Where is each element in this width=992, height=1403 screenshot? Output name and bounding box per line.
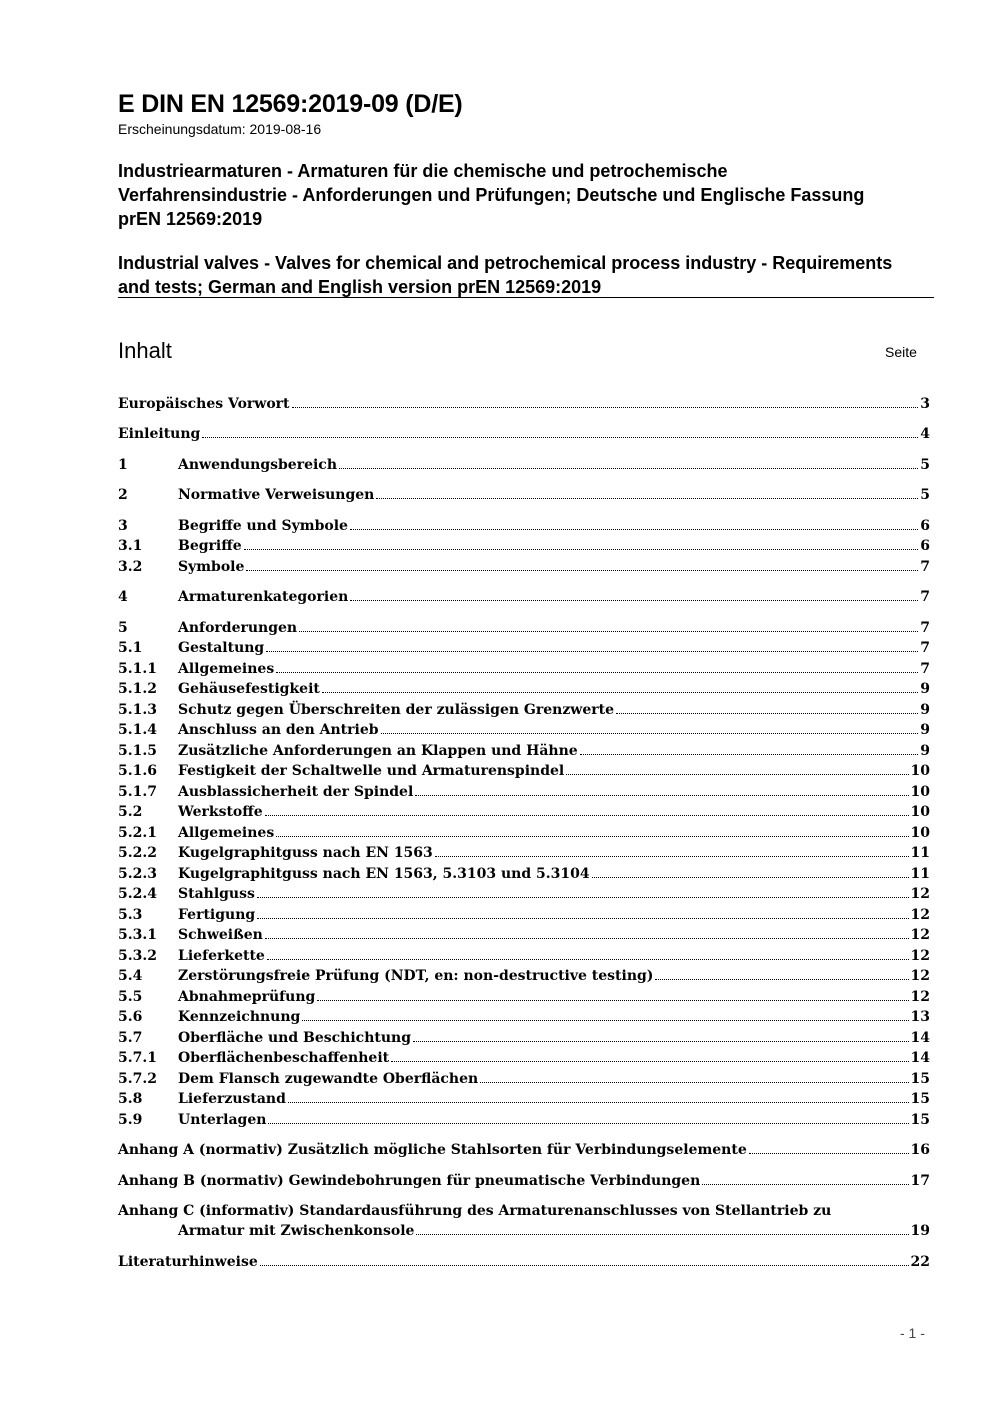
toc-entry-number: 5.9 — [118, 1112, 143, 1128]
toc-entry-title: Kugelgraphitguss nach EN 1563, 5.3103 und 5.3104 — [178, 866, 590, 882]
toc-dot-leader — [244, 536, 919, 550]
toc-entry-page: 17 — [910, 1173, 930, 1189]
toc-entry[interactable] — [118, 587, 930, 607]
toc-entry-number: 5.3 — [118, 907, 143, 923]
toc-entry-page: 12 — [910, 968, 930, 984]
toc-entry-number: 5 — [118, 620, 128, 636]
toc-entry-page: 3 — [920, 396, 930, 412]
toc-entry-number: 3.2 — [118, 559, 143, 575]
toc-entry[interactable] — [118, 557, 930, 577]
toc-dot-leader — [257, 884, 909, 898]
toc-dot-leader — [376, 485, 918, 499]
toc-dot-leader — [616, 700, 918, 714]
toc-entry-page: 10 — [910, 784, 930, 800]
toc-entry-number: 5.1.5 — [118, 743, 157, 759]
toc-entry-number: 5.2.2 — [118, 845, 157, 861]
toc-entry[interactable] — [118, 782, 930, 802]
toc-dot-leader — [350, 587, 918, 601]
toc-entry-title: Lieferzustand — [178, 1091, 286, 1107]
toc-entry[interactable] — [118, 700, 930, 720]
toc-entry-number: 5.1.1 — [118, 661, 157, 677]
toc-entry[interactable] — [118, 925, 930, 945]
toc-entry-page: 7 — [920, 640, 930, 656]
toc-dot-leader — [276, 823, 908, 837]
toc-entry-page: 12 — [910, 927, 930, 943]
toc-entry-page: 6 — [920, 538, 930, 554]
toc-dot-leader — [288, 1089, 909, 1103]
toc-entry-number: 5.7.2 — [118, 1071, 157, 1087]
toc-dot-leader — [257, 905, 908, 919]
toc-entry[interactable] — [118, 823, 930, 843]
toc-dot-leader — [702, 1171, 908, 1185]
toc-dot-leader — [246, 557, 918, 571]
toc-entry-title: Allgemeines — [178, 661, 275, 677]
toc-entry[interactable] — [118, 1007, 930, 1027]
toc-entry-page: 10 — [910, 825, 930, 841]
toc-dot-leader — [480, 1069, 908, 1083]
toc-entry-page: 15 — [910, 1112, 930, 1128]
toc-entry-title: Kennzeichnung — [178, 1009, 301, 1025]
toc-entry-page: 12 — [910, 907, 930, 923]
toc-entry-number: 5.1.4 — [118, 722, 157, 738]
toc-entry-title: Abnahmeprüfung — [178, 989, 316, 1005]
toc-entry-title: Stahlguss — [178, 886, 255, 902]
toc-entry-number: 5.1.6 — [118, 763, 157, 779]
toc-entry[interactable] — [118, 638, 930, 658]
toc-entry[interactable] — [118, 987, 930, 1007]
toc-entry[interactable] — [118, 741, 930, 761]
toc-entry-number: 5.1.3 — [118, 702, 157, 718]
toc-entry-page: 13 — [910, 1009, 930, 1025]
toc-entry-title: Armatur mit Zwischenkonsole — [178, 1223, 415, 1239]
toc-entry-title: Gehäusefestigkeit — [178, 681, 320, 697]
toc-dot-leader — [276, 659, 918, 673]
toc-dot-leader — [580, 741, 919, 755]
toc-entry-page: 9 — [920, 702, 930, 718]
toc-entry-page: 7 — [920, 661, 930, 677]
toc-entry-page: 7 — [920, 589, 930, 605]
toc-entry-page: 10 — [910, 763, 930, 779]
toc-entry-title: Kugelgraphitguss nach EN 1563 — [178, 845, 433, 861]
toc-entry-title: Einleitung — [118, 426, 201, 442]
toc-entry-number: 5.2.1 — [118, 825, 157, 841]
toc-entry-page: 9 — [920, 722, 930, 738]
toc-entry-page: 5 — [920, 457, 930, 473]
toc-entry-title: Oberflächenbeschaffenheit — [178, 1050, 390, 1066]
toc-entry[interactable] — [118, 843, 930, 863]
toc-entry-page: 15 — [910, 1071, 930, 1087]
toc-entry-page: 7 — [920, 559, 930, 575]
toc-dot-leader — [339, 455, 918, 469]
toc-entry[interactable] — [118, 1048, 930, 1068]
toc-entry-page: 16 — [910, 1142, 930, 1158]
toc-dot-leader — [266, 638, 918, 652]
toc-dot-leader — [265, 925, 909, 939]
toc-entry-title: Dem Flansch zugewandte Oberflächen — [178, 1071, 479, 1087]
toc-entry[interactable] — [118, 659, 930, 679]
toc-dot-leader — [317, 987, 908, 1001]
toc-entry-number: 5.1.7 — [118, 784, 157, 800]
toc-entry-title: Fertigung — [178, 907, 256, 923]
toc-entry-number: 5.5 — [118, 989, 143, 1005]
toc-entry-number: 5.1 — [118, 640, 143, 656]
toc-entry-title: Anhang A (normativ) Zusätzlich mögliche Stahlsorten für Verbindungselemente — [118, 1142, 747, 1158]
toc-entry[interactable] — [118, 536, 930, 556]
toc-entry-number: 5.7.1 — [118, 1050, 157, 1066]
toc-entry-title: Unterlagen — [178, 1112, 267, 1128]
toc-dot-leader — [292, 394, 919, 408]
toc-entry-first-line: Anhang C (informativ) Standardausführung des Armaturenanschlusses von Stellantrieb zu — [118, 1203, 832, 1219]
toc-entry-number: 5.2.3 — [118, 866, 157, 882]
toc-entry[interactable] — [118, 485, 930, 505]
toc-entry-number: 5.3.2 — [118, 948, 157, 964]
toc-dot-leader — [566, 761, 908, 775]
toc-entry-title: Festigkeit der Schaltwelle und Armaturenspindel — [178, 763, 565, 779]
toc-entry[interactable] — [118, 1221, 930, 1241]
toc-entry-page: 7 — [920, 620, 930, 636]
toc-entry-title: Ausblassicherheit der Spindel — [178, 784, 414, 800]
toc-entry-title: Armaturenkategorien — [178, 589, 349, 605]
toc-entry-title: Begriffe und Symbole — [178, 518, 348, 534]
toc-dot-leader — [416, 1221, 908, 1235]
toc-entry-number: 5.4 — [118, 968, 143, 984]
toc-entry-number: 5.2 — [118, 804, 143, 820]
toc-entry-page: 11 — [910, 866, 930, 882]
toc-entry[interactable] — [118, 394, 930, 414]
toc-entry-page: 14 — [910, 1030, 930, 1046]
page-number: - 1 - — [900, 1325, 925, 1341]
toc-entry-number: 3.1 — [118, 538, 143, 554]
toc-entry-title: Normative Verweisungen — [178, 487, 375, 503]
toc-entry[interactable] — [118, 1252, 930, 1272]
toc-heading: Inhalt — [118, 338, 172, 363]
toc-entry-title: Zusätzliche Anforderungen an Klappen und Hähne — [178, 743, 578, 759]
toc-entry-number: 5.2.4 — [118, 886, 157, 902]
toc-entry[interactable] — [118, 679, 930, 699]
toc-entry-title: Allgemeines — [178, 825, 275, 841]
toc-entry-page: 19 — [910, 1223, 930, 1239]
title-divider — [118, 297, 934, 298]
toc-entry-number: 5.7 — [118, 1030, 143, 1046]
toc-entry[interactable] — [118, 1089, 930, 1109]
toc-dot-leader — [415, 782, 908, 796]
toc-entry[interactable] — [118, 946, 930, 966]
toc-entry[interactable] — [118, 864, 930, 884]
toc-dot-leader — [202, 424, 918, 438]
toc-entry-title: Anschluss an den Antrieb — [178, 722, 379, 738]
toc-entry-title: Begriffe — [178, 538, 242, 554]
toc-entry-number: 1 — [118, 457, 128, 473]
toc-entry-title: Anforderungen — [178, 620, 298, 636]
toc-dot-leader — [322, 679, 918, 693]
toc-dot-leader — [655, 966, 908, 980]
toc-entry[interactable] — [118, 516, 930, 536]
toc-entry-page: 6 — [920, 518, 930, 534]
toc-entry[interactable] — [118, 720, 930, 740]
toc-entry-page: 4 — [920, 426, 930, 442]
toc-dot-leader — [749, 1140, 909, 1154]
toc-dot-leader — [350, 516, 918, 530]
document-id: E DIN EN 12569:2019-09 (D/E) — [118, 90, 463, 118]
toc-entry-page: 5 — [920, 487, 930, 503]
toc-dot-leader — [391, 1048, 908, 1062]
toc-entry-page: 9 — [920, 743, 930, 759]
toc-entry-title: Lieferkette — [178, 948, 265, 964]
toc-entry-number: 5.1.2 — [118, 681, 157, 697]
toc-dot-leader — [413, 1028, 909, 1042]
toc-entry-page: 14 — [910, 1050, 930, 1066]
toc-entry[interactable] — [118, 1069, 930, 1089]
toc-entry-page: 9 — [920, 681, 930, 697]
toc-entry[interactable] — [118, 1028, 930, 1048]
toc-entry[interactable] — [118, 905, 930, 925]
toc-entry-title: Oberfläche und Beschichtung — [178, 1030, 411, 1046]
toc-entry-page: 12 — [910, 989, 930, 1005]
toc-entry[interactable] — [118, 424, 930, 444]
toc-page-label: Seite — [885, 344, 917, 360]
toc-entry-page: 22 — [910, 1254, 930, 1270]
toc-entry[interactable] — [118, 761, 930, 781]
toc-dot-leader — [435, 843, 909, 857]
toc-entry-title: Anwendungsbereich — [178, 457, 337, 473]
toc-entry-number: 4 — [118, 589, 128, 605]
toc-entry[interactable] — [118, 966, 930, 986]
toc-entry-number: 2 — [118, 487, 128, 503]
toc-entry-number: 5.6 — [118, 1009, 143, 1025]
toc-entry-number: 5.8 — [118, 1091, 143, 1107]
toc-dot-leader — [260, 1252, 909, 1266]
title-german: Industriearmaturen - Armaturen für die chemische und petrochemische Verfahrensindustrie - Anforderungen und Prüfungen; Deutsche und Englische Fassung prEN 12569:2019 — [118, 161, 865, 229]
title-english: Industrial valves - Valves for chemical and petrochemical process industry - Requirements and tests; German and English version prEN 12569:2019 — [118, 253, 893, 297]
toc-entry[interactable] — [118, 1171, 930, 1191]
toc-entry-title: Anhang B (normativ) Gewindebohrungen für pneumatische Verbindungen — [118, 1173, 701, 1189]
toc-dot-leader — [299, 618, 918, 632]
toc-entry-title: Europäisches Vorwort — [118, 396, 290, 412]
toc-entry-title: Zerstörungsfreie Prüfung (NDT, en: non-destructive testing) — [178, 968, 654, 984]
toc-entry-number: 3 — [118, 518, 128, 534]
toc-entry-page: 10 — [910, 804, 930, 820]
toc-entry[interactable] — [118, 1110, 930, 1130]
toc-entry[interactable] — [118, 802, 930, 822]
toc-entry[interactable] — [118, 1140, 930, 1160]
toc-dot-leader — [268, 1110, 908, 1124]
toc-dot-leader — [592, 864, 909, 878]
toc-entry-title: Schutz gegen Überschreiten der zulässigen Grenzwerte — [178, 702, 614, 718]
toc-entry-title: Gestaltung — [178, 640, 265, 656]
toc-dot-leader — [267, 946, 909, 960]
toc-entry-number: 5.3.1 — [118, 927, 157, 943]
toc-entry-title: Werkstoffe — [178, 804, 263, 820]
toc-dot-leader — [265, 802, 909, 816]
toc-entry-page: 12 — [910, 886, 930, 902]
toc-dot-leader — [302, 1007, 908, 1021]
toc-entry[interactable] — [118, 884, 930, 904]
toc-entry-title: Schweißen — [178, 927, 263, 943]
toc-entry-title: Symbole — [178, 559, 245, 575]
toc-dot-leader — [381, 720, 919, 734]
publication-date: Erscheinungsdatum: 2019-08-16 — [118, 121, 322, 137]
toc-entry-page: 12 — [910, 948, 930, 964]
toc-entry-page: 15 — [910, 1091, 930, 1107]
toc-entry-title: Literaturhinweise — [118, 1254, 258, 1270]
toc-entry-page: 11 — [910, 845, 930, 861]
toc-entry[interactable] — [118, 455, 930, 475]
toc-entry[interactable] — [118, 618, 930, 638]
